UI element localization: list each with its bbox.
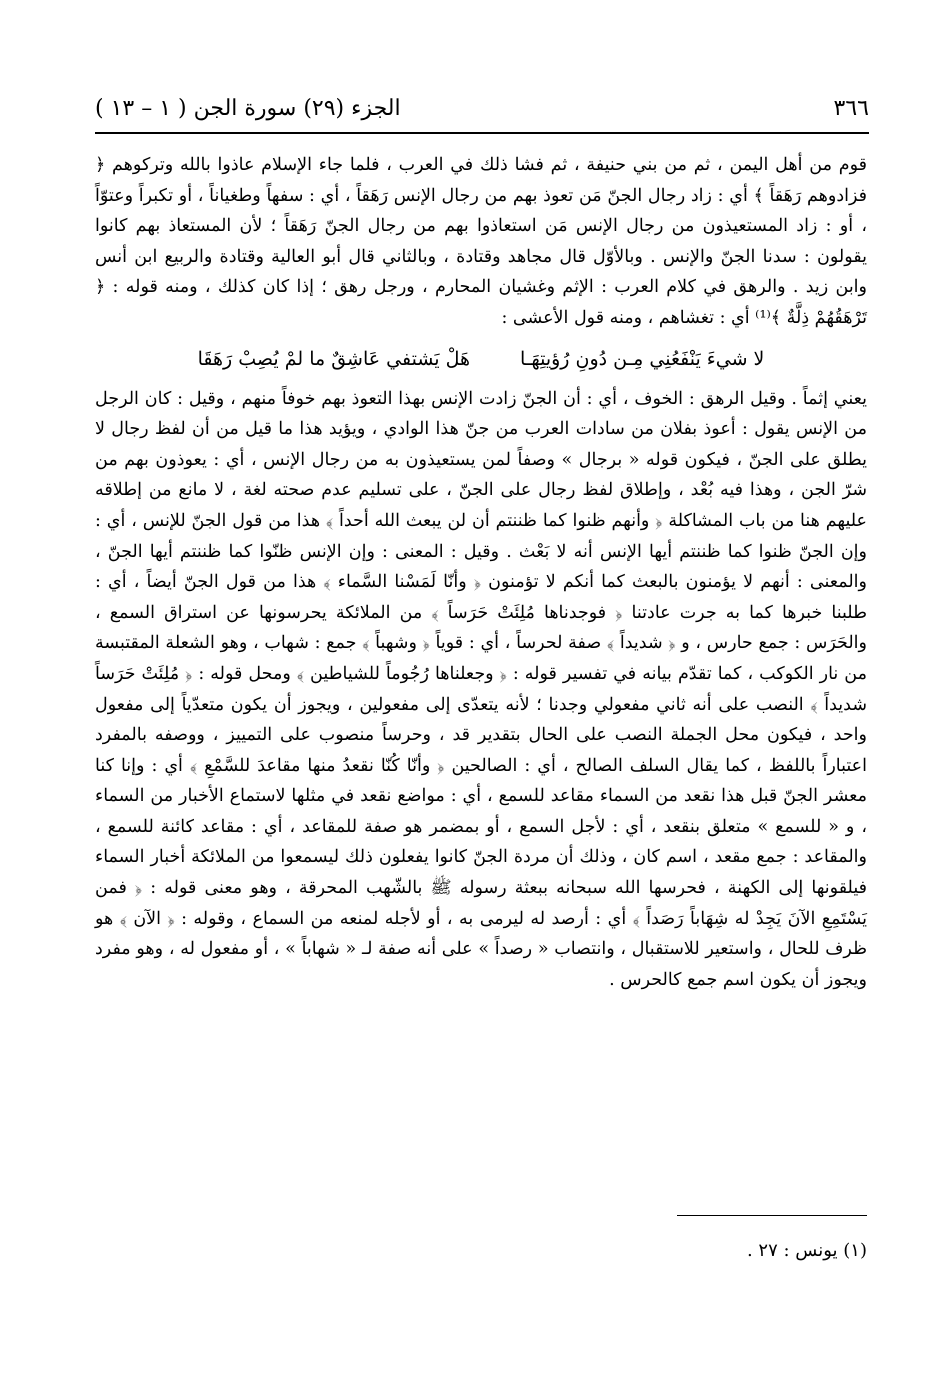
paragraph-2: يعني إثماً . وقيل الرهق : الخوف ، أي : أن الجنّ زادت الإنس بهذا التعوذ بهم خوفاً منهم ، وقيل : كان الرجل من الإنس يقول : أعوذ بفلان من سادات العرب من جنّ هذا الوادي ، ويؤيد هذا ما قيل من أن لفظ رجال لا يطلق على الجنّ ، فيكون قوله « برجال » وصفاً لمن يستعيذون به من رجال الإنس ، أي : يعوذون بهم من شرّ الجن ، وهذا فيه بُعْد ، وإطلاق لفظ رجال على الجنّ ، على تسليم عدم صحته لغة ، لا مانع من إطلاقه عليهم هنا من باب المشاكلة ﴿ وأنهم ظنوا كما ظننتم أن لن يبعث الله أحداً ﴾ هذا من قول الجنّ للإنس ، أي : وإن الجنّ ظنوا كما ظننتم أيها الإنس أنه لا بَعْث . وقيل : المعنى : وإن الإنس ظنّوا كما ظننتم أيها الجنّ ، والمعنى : أنهم لا يؤمنون بالبعث كما أنكم لا تؤمنون ﴿ وأنّا لَمَسْنا السَّماء ﴾ هذا من قول الجنّ أيضاً ، أي : طلبنا خبرها كما به جرت عادتنا ﴿ فوجدناها مُلِئَتْ حَرَساً ﴾ من الملائكة يحرسونها عن استراق السمع ، والحَرَس : جمع حارس ، و ﴿ شديداً ﴾ صفة لحرساً ، أي : قوياً ﴿ وشهباً ﴾ جمع : شهاب ، وهو الشعلة المقتبسة من نار الكوكب ، كما تقدّم بيانه في تفسير قوله : ﴿ وجعلناها رُجُوماً للشياطين ﴾ ومحل قوله : ﴿ مُلِئَتْ حَرَساً شديداً ﴾ النصب على أنه ثاني مفعولي وجدنا ؛ لأنه يتعدّى إلى مفعولين ، ويجوز أن يكون متعدّياً إلى مفعول واحد ، فيكون محل الجملة النصب على الحال بتقدير قد ، وحرساً منصوب على التمييز ، ووصفه بالمفرد اعتباراً باللفظ ، كما يقال السلف الصالح ، أي : الصالحين ﴿ وأنّا كُنّا نقعدُ منها مقاعدَ للسَّمْعِ ﴾ أي : وإنا كنا معشر الجنّ قبل هذا نقعد من السماء مقاعد للسمع ، أي : مواضع نقعد في مثلها لاستماع الأخبار من السماء ، و « للسمع » متعلق بنقعد ، أي : لأجل السمع ، أو بمضمر هو صفة للمقاعد ، أي : مقاعد كائنة للسمع ، والمقاعد : جمع مقعد ، اسم كان ، وذلك أن مردة الجنّ كانوا يفعلون ذلك ليسمعوا من الملائكة أخبار السماء فيلقونها إلى الكهنة ، فحرسها الله سبحانه ببعثة رسوله ﷺ بالشّهب المحرقة ، وهو معنى قوله : ﴿ فمن يَسْتَمِعِ الآنَ يَجِدْ له شِهَاباً رَصَداً ﴾ أي : أرصد له ليرمى به ، أو لأجله لمنعه من السماع ، وقوله : ﴿ الآن ﴾ هو ظرف للحال ، واستعير للاستقبال ، وانتصاب « رصداً » على أنه صفة لـ « شهاباً » ، أو مفعول له ، وهو مفرد ويجوز أن يكون اسم جمع كالحرس . xyxy=(95,388,867,990)
main-text xyxy=(95,150,867,995)
poem-verse xyxy=(95,338,867,380)
footnote-divider xyxy=(677,1215,867,1216)
page-header xyxy=(95,88,869,128)
page-number: ٣٦٦ xyxy=(833,95,869,121)
poem-first-hemistich: لا شيءَ يَنْفَعُنِي مِـن دُونِ رُؤيتِهَـا xyxy=(520,347,765,370)
running-title: الجزء (٢٩) سورة الجن ( ١ – ١٣ ) xyxy=(95,95,401,121)
footnote: (١) يونس : ٢٧ . xyxy=(746,1240,867,1261)
paragraph-1: قوم من أهل اليمن ، ثم من بني حنيفة ، ثم فشا ذلك في العرب ، فلما جاء الإسلام عاذوا بالله وتركوهم ﴿ فزادوهم رَهَقاً ﴾ أي : زاد رجال الجنّ مَن تعوذ بهم من رجال الإنس رَهَقاً ، أي : سفهاً وطغياناً ، أو تكبراً وعتوّاً ، أو : زاد المستعيذون من رجال الإنس مَن استعاذوا بهم من رجال الجنّ رَهَقاً ؛ لأن المستعاذ بهم كانوا يقولون : سدنا الجنّ والإنس . وبالأوّل قال مجاهد وقتادة ، وبالثاني قال أبو العالية وقتادة والربيع ابن أنس وابن زيد . والرهق في كلام العرب : الإثم وغشيان المحارم ، ورجل رهق ؛ إذا كان كذلك ، ومنه قوله : ﴿ تَرْهَقُهُمْ ذِلَّةٌ ﴾⁽¹⁾ أي : تغشاهم ، ومنه قول الأعشى : xyxy=(95,155,867,328)
header-divider xyxy=(95,132,869,134)
poem-second-hemistich: هَلْ يَشتفي عَاشِقٌ ما لمْ يُصِبْ رَهَقَا xyxy=(197,347,470,370)
